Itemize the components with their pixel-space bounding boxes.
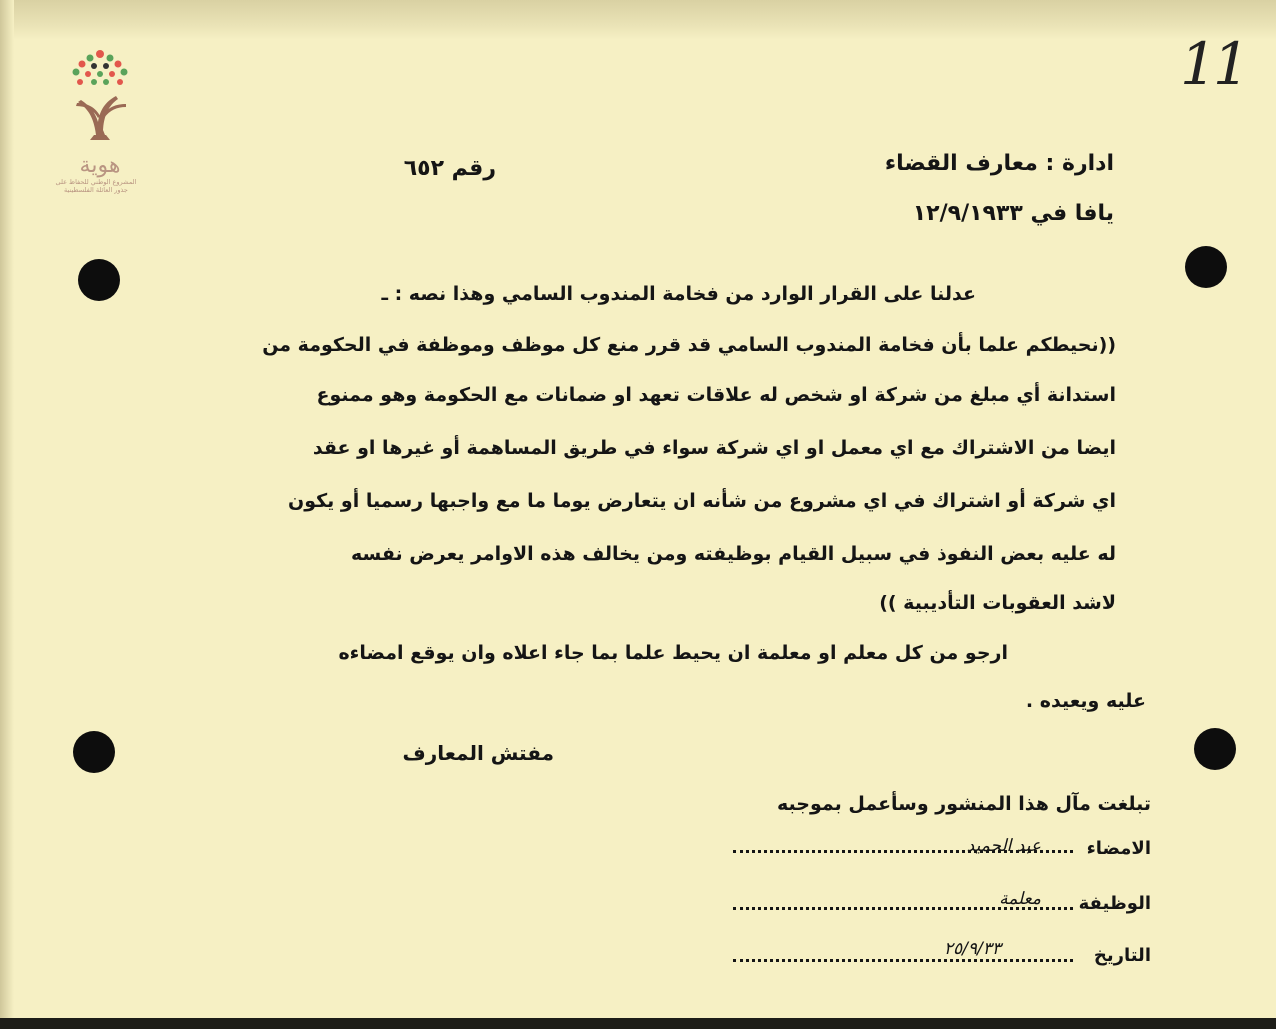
punch-hole [1194,728,1236,770]
quote-block [196,334,1116,634]
position-label: الوظيفة [1078,893,1151,914]
paper-left-edge [0,0,14,1018]
dotted-leader [733,850,1073,853]
logo-wordmark: هوية [79,153,121,178]
tree-logo-icon [50,40,150,200]
place-date: يافا في ١٢/٩/١٩٣٣ [912,201,1114,226]
quote-line: له عليه بعض النفوذ في سبيل القيام بوظيفته ومن يخالف هذه الاوامر يعرض نفسه [350,543,1116,565]
intro-line: عدلنا على القرار الوارد من فخامة المندوب السامي وهذا نصه : ـ [381,283,976,305]
folio-number: 11 [1180,30,1246,98]
position-value: معلمة [999,889,1041,909]
paper-top-stain [0,0,1276,40]
punch-hole [78,259,120,301]
date-label: التاريخ [1093,945,1151,966]
logo-caption-line: المشروع الوطني للحفاظ على [55,178,137,186]
punch-hole [73,731,115,773]
quote-line: ايضا من الاشتراك مع اي معمل او اي شركة سواء في طريق المساهمة أو غيرها او عقد [312,437,1116,459]
request-line: عليه ويعيده . [1025,690,1146,712]
scan-bottom-border [0,1018,1276,1029]
signature-label: الامضاء [1086,838,1151,859]
logo-caption [40,178,152,194]
circular-number: رقم ٦٥٢ [403,156,496,181]
signature-value: عبد الحميد [966,836,1041,856]
dotted-leader [733,959,1073,962]
signatory: مفتش المعارف [402,741,554,765]
logo-caption-line: جذور العائلة الفلسطينية [64,186,128,194]
quote-line: ((نحيطكم علما بأن فخامة المندوب السامي قد قرر منع كل موظف وموظفة في الحكومة من [262,334,1116,356]
request-line: ارجو من كل معلم او معلمة ان يحيط علما بما جاء اعلاه وان يوقع امضاءه [338,642,1008,664]
dotted-leader [733,907,1073,910]
quote-line: اي شركة أو اشتراك في اي مشروع من شأنه ان يتعارض يوما ما مع واجبها رسميا أو يكون [287,490,1116,512]
quote-line: استدانة أي مبلغ من شركة او شخص له علاقات تعهد او ضمانات مع الحكومة وهو ممنوع [316,384,1116,406]
punch-hole [1185,246,1227,288]
date-value: ٢٥/٩/٣٣ [943,939,1001,959]
quote-line: لاشد العقوبات التأديبية )) [879,592,1116,614]
acknowledgement-statement: تبلغت مآل هذا المنشور وسأعمل بموجبه [777,793,1151,815]
department-header: ادارة : معارف القضاء [884,151,1114,176]
